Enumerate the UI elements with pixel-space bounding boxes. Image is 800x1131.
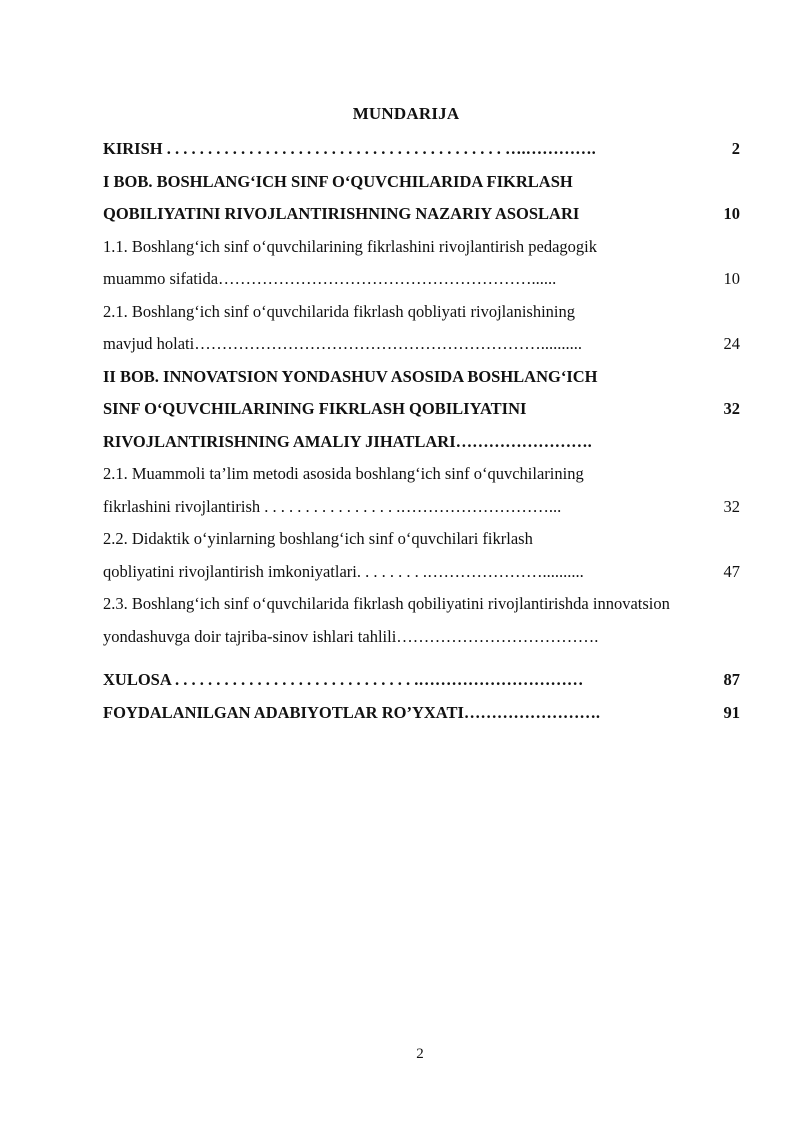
toc-entry-references bbox=[103, 697, 740, 730]
toc-entry-page: 32 bbox=[723, 496, 740, 516]
toc-entry-text: I BOB. BOSHLANG‘ICH SINF O‘QUVCHILARIDA FIKRLASH bbox=[103, 171, 573, 191]
toc-entry-text: XULOSA . . . . . . . . . . . . . . . . . . . . . . . . . . . . . .………………………… bbox=[103, 670, 584, 689]
table-of-contents bbox=[103, 133, 740, 729]
toc-entry-text: mavjud holati……………………………………………………….......... bbox=[103, 334, 582, 353]
toc-entry-chapter2-line2 bbox=[103, 393, 740, 426]
toc-entry-2-1b-line2 bbox=[103, 491, 740, 524]
toc-entry-text: SINF O‘QUVCHILARINING FIKRLASH QOBILIYATINI bbox=[103, 399, 527, 418]
toc-entry-text: RIVOJLANTIRISHNING AMALIY JIHATLARI……………………. bbox=[103, 431, 592, 451]
toc-entry-text: 2.1. Boshlang‘ich sinf o‘quvchilarida fikrlash qobliyati rivojlanishining bbox=[103, 301, 576, 321]
toc-entry-text: QOBILIYATINI RIVOJLANTIRISHNING NAZARIY ASOSLARI bbox=[103, 204, 580, 223]
toc-entry-text: KIRISH . . . . . . . . . . . . . . . . . . . . . . . . . . . . . . . . . . . . . . . . . ….…………. bbox=[103, 139, 596, 158]
toc-entry-text: yondashuvga doir tajriba-sinov ishlari tahlili………………………………. bbox=[103, 626, 599, 646]
toc-entry-page: 32 bbox=[723, 399, 740, 418]
toc-entry-chapter2-line3 bbox=[103, 426, 740, 459]
page-number: 2 bbox=[416, 1046, 424, 1062]
toc-entry-text: FOYDALANILGAN ADABIYOTLAR RO’YXATI……………………. bbox=[103, 702, 601, 722]
toc-entry-text: muammo sifatida…………………………………………………...... bbox=[103, 269, 557, 288]
toc-entry-1-1-line1 bbox=[103, 231, 740, 264]
toc-entry-2-2-line1 bbox=[103, 523, 740, 556]
toc-entry-text: qobliyatini rivojlantirish imkoniyatlari. . . . . . . . .………………….......... bbox=[103, 561, 584, 581]
toc-entry-2-2-line2 bbox=[103, 556, 740, 589]
toc-entry-page: 10 bbox=[723, 204, 740, 223]
toc-entry-1-1-line2 bbox=[103, 263, 740, 296]
toc-entry-page: 10 bbox=[723, 269, 740, 288]
toc-entry-text: 2.2. Didaktik o‘yinlarning boshlang‘ich sinf o‘quvchilari fikrlash bbox=[103, 529, 533, 548]
toc-entry-kirish bbox=[103, 133, 740, 166]
toc-entry-text: fikrlashini rivojlantirish . . . . . . . . . . . . . . . . .………………………... bbox=[103, 496, 562, 516]
toc-entry-text: II BOB. INNOVATSION YONDASHUV ASOSIDA BOSHLANG‘ICH bbox=[103, 366, 598, 386]
toc-entry-page: 47 bbox=[723, 561, 740, 581]
toc-entry-text: 1.1. Boshlang‘ich sinf o‘quvchilarining fikrlashini rivojlantirish pedagogik bbox=[103, 236, 598, 256]
section-gap bbox=[103, 653, 740, 664]
toc-entry-page: 2 bbox=[731, 139, 740, 158]
toc-title: MUNDARIJA bbox=[352, 104, 460, 123]
toc-entry-chapter1-line2 bbox=[103, 198, 740, 231]
toc-entry-page: 91 bbox=[723, 702, 740, 722]
toc-entry-page: 24 bbox=[723, 334, 740, 353]
toc-entry-2-3-line1 bbox=[103, 588, 740, 621]
toc-entry-2-1a-line1 bbox=[103, 296, 740, 329]
toc-entry-text: 2.3. Boshlang‘ich sinf o‘quvchilarida fikrlash qobiliyatini rivojlantirishda innovatsion bbox=[103, 594, 670, 613]
toc-entry-page: 87 bbox=[723, 670, 740, 689]
toc-entry-xulosa bbox=[103, 664, 740, 697]
toc-entry-2-3-line2 bbox=[103, 621, 740, 654]
toc-entry-chapter1-line1 bbox=[103, 166, 740, 199]
toc-entry-chapter2-line1 bbox=[103, 361, 740, 394]
toc-entry-text: 2.1. Muammoli ta’lim metodi asosida boshlang‘ich sinf o‘quvchilarining bbox=[103, 464, 584, 483]
toc-entry-2-1a-line2 bbox=[103, 328, 740, 361]
toc-entry-2-1b-line1 bbox=[103, 458, 740, 491]
